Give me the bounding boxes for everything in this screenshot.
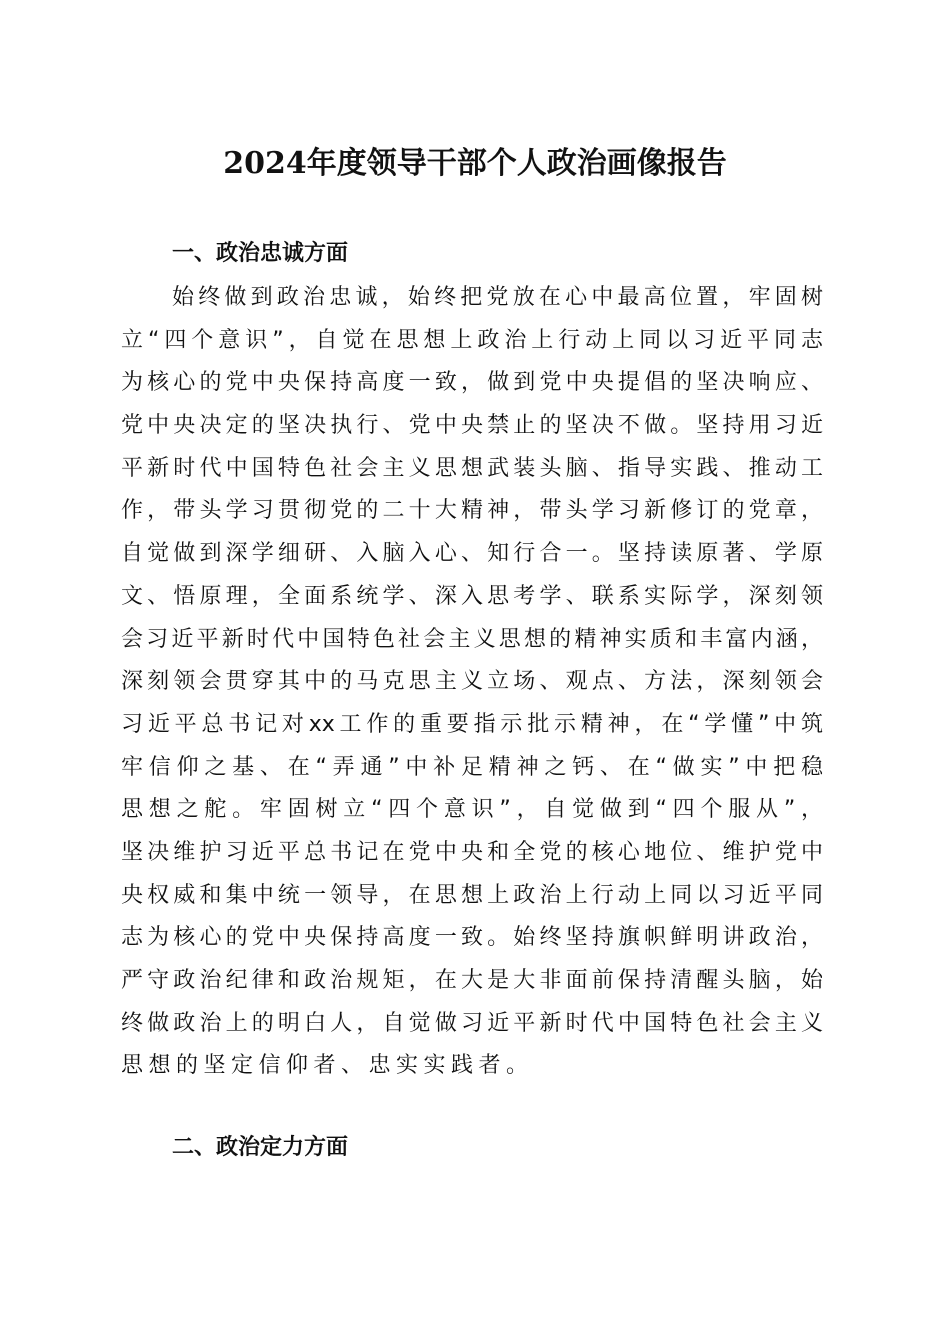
paragraph-line: 平新时代中国特色社会主义思想武装头脑、指导实践、推动工: [121, 455, 823, 481]
paragraph-line: 坚决维护习近平总书记在党中央和全党的核心地位、维护党中: [121, 839, 823, 865]
paragraph-line: 思想之舵。牢固树立“四个意识”，自觉做到“四个服从”，: [121, 797, 823, 823]
paragraph-line: 立“四个意识”，自觉在思想上政治上行动上同以习近平同志: [121, 327, 823, 353]
paragraph-line: 志为核心的党中央保持高度一致。始终坚持旗帜鲜明讲政治，: [121, 925, 823, 951]
paragraph-line: 党中央决定的坚决执行、党中央禁止的坚决不做。坚持用习近: [121, 413, 823, 439]
paragraph-line: 习近平总书记对xx工作的重要指示批示精神，在“学懂”中筑: [121, 711, 823, 737]
paragraph-line: 央权威和集中统一领导，在思想上政治上行动上同以习近平同: [121, 882, 823, 908]
paragraph-line: 始终做到政治忠诚，始终把党放在心中最高位置，牢固树: [172, 285, 823, 310]
paragraph-line: 作，带头学习贯彻党的二十大精神，带头学习新修订的党章，: [121, 498, 823, 524]
section-1-body: [121, 282, 823, 1093]
section-heading-1: 一、政治忠诚方面: [172, 241, 349, 266]
paragraph-line: 会习近平新时代中国特色社会主义思想的精神实质和丰富内涵，: [121, 626, 823, 652]
paragraph-line: 终做政治上的明白人，自觉做习近平新时代中国特色社会主义: [121, 1010, 823, 1036]
paragraph-line: 深刻领会贯穿其中的马克思主义立场、观点、方法，深刻领会: [121, 669, 823, 695]
section-heading-2: 二、政治定力方面: [172, 1135, 349, 1160]
paragraph-line: 严守政治纪律和政治规矩，在大是大非面前保持清醒头脑，始: [121, 968, 823, 993]
paragraph-line: 牢信仰之基、在“弄通”中补足精神之钙、在“做实”中把稳: [121, 754, 823, 780]
paragraph-line: 为核心的党中央保持高度一致，做到党中央提倡的坚决响应、: [121, 370, 823, 396]
paragraph-line: 自觉做到深学细研、入脑入心、知行合一。坚持读原著、学原: [121, 541, 823, 567]
document-title: 2024年度领导干部个人政治画像报告: [223, 146, 727, 181]
paragraph-line: 文、悟原理，全面系统学、深入思考学、联系实际学，深刻领: [121, 583, 823, 609]
paragraph-line: 思想的坚定信仰者、忠实实践者。: [121, 1053, 534, 1079]
